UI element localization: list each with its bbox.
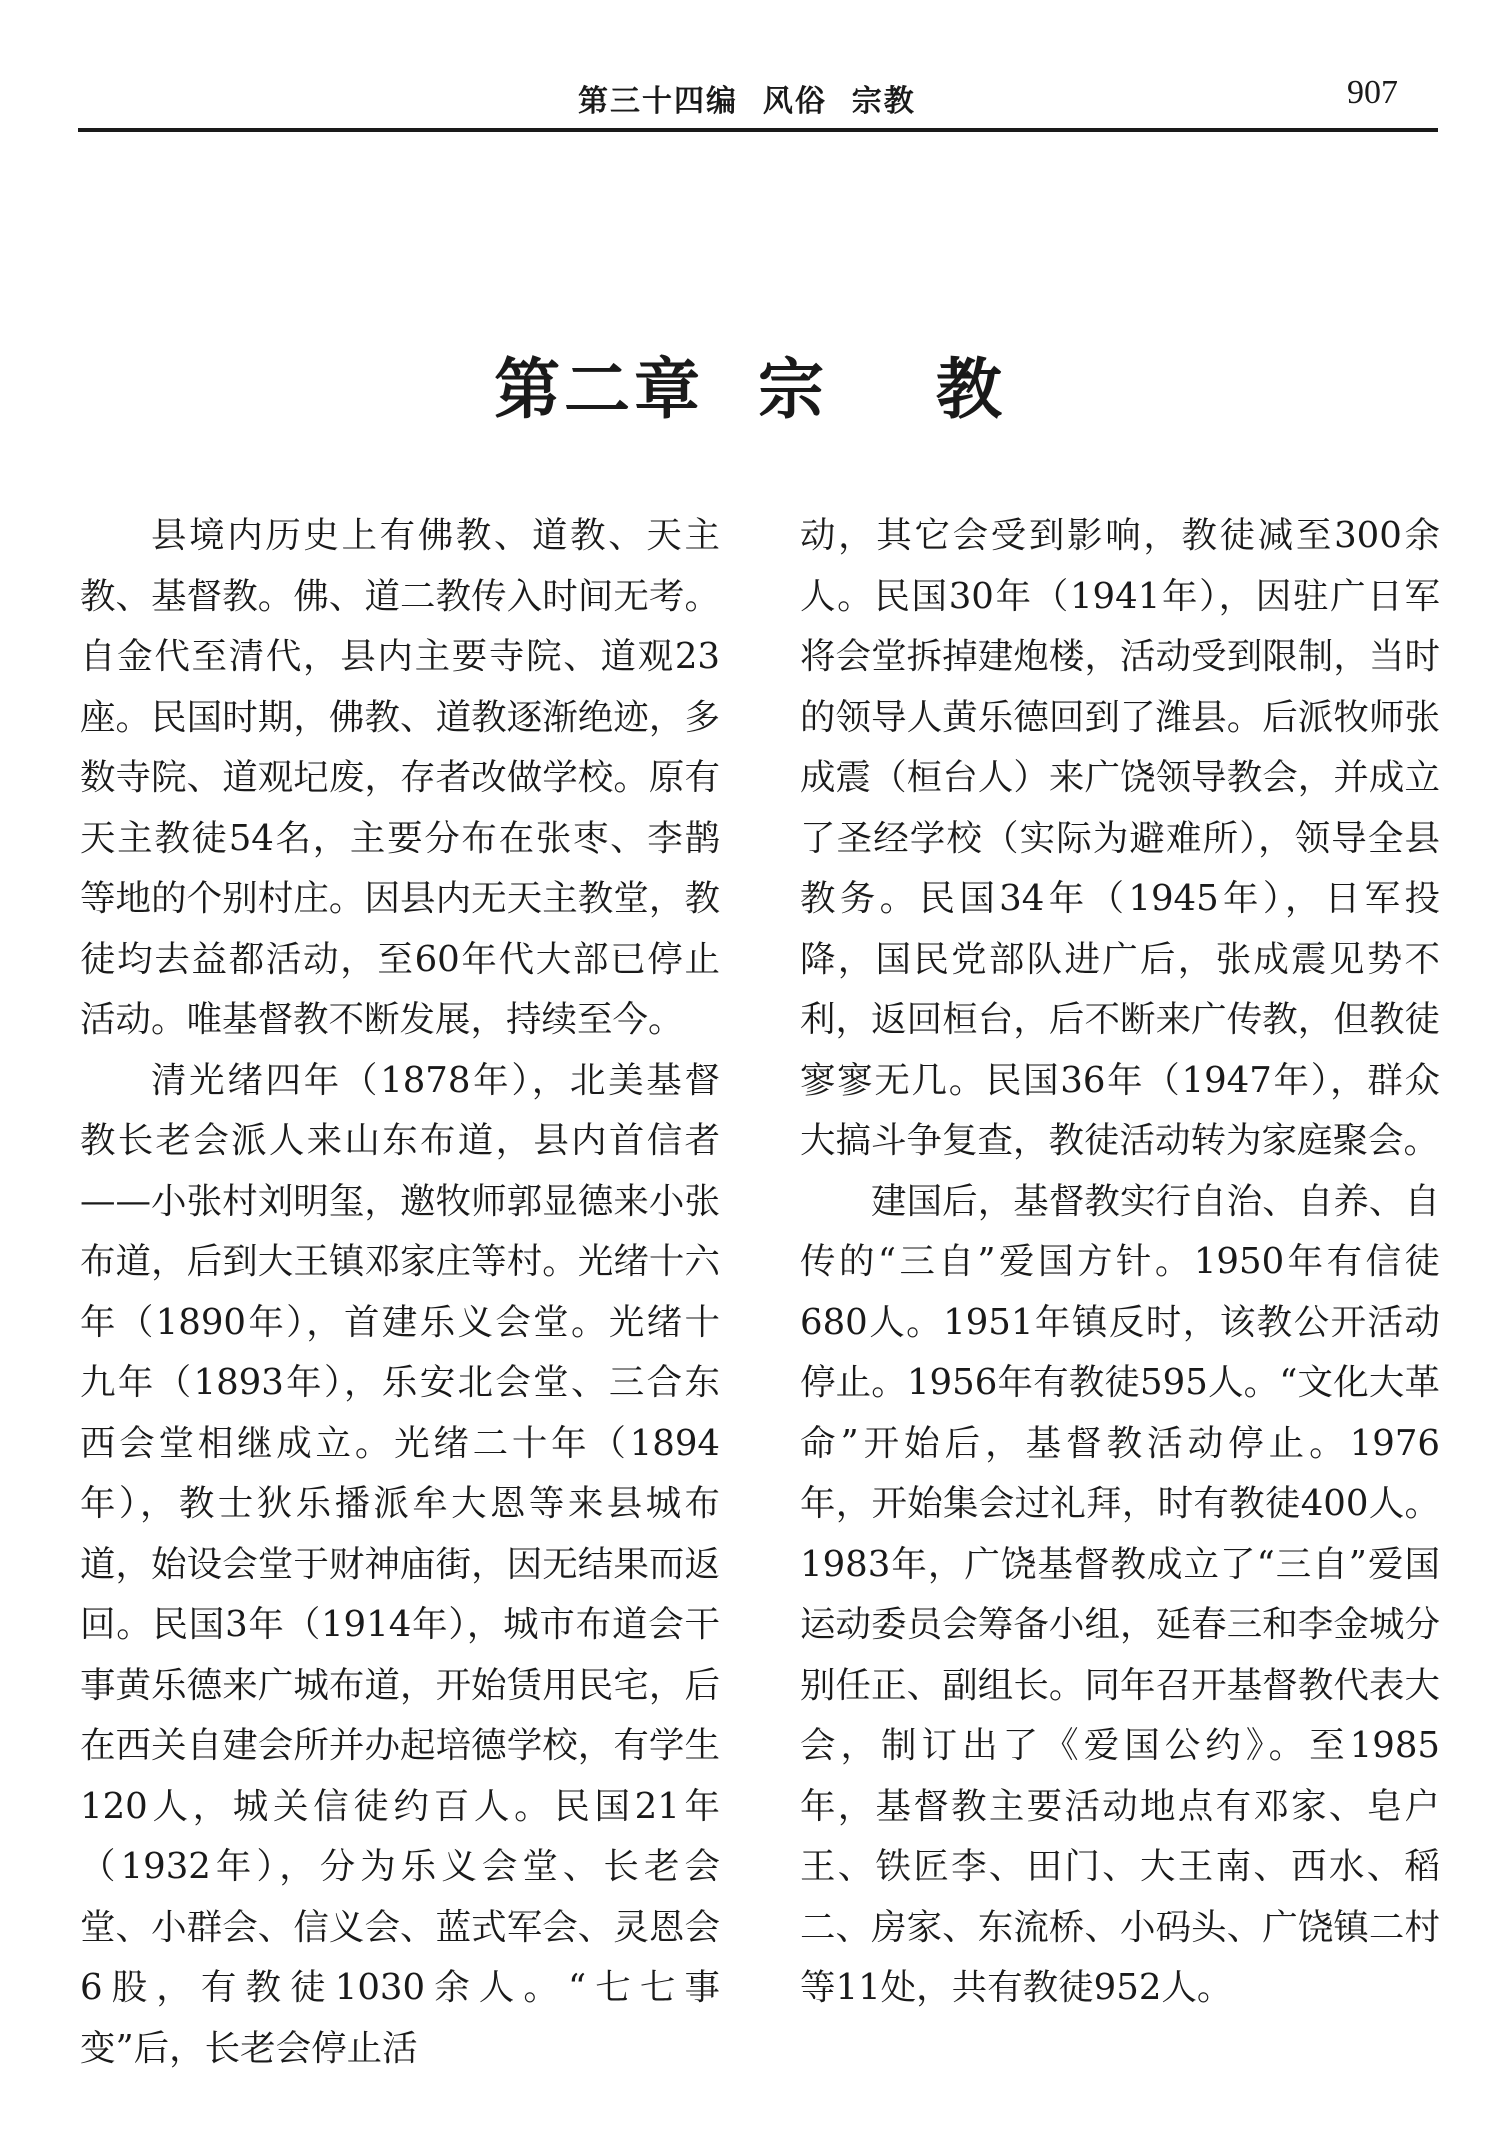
section-title: 第三十四编 风俗 宗教 [578, 84, 916, 119]
running-header [78, 66, 1438, 132]
paragraph: 县境内历史上有佛教、道教、天主教、基督教。佛、道二教传入时间无考。自金代至清代，县内主要寺院、道观23座。民国时期，佛教、道教逐渐绝迹，多数寺院、道观圮废，存者改做学校。原有天主教徒54名，主要分布在张枣、李鹊等地的个别村庄。因县内无天主教堂，教徒均去益都活动，至60年代大部已停止活动。唯基督教不断发展，持续至今。 [80, 515, 720, 1040]
page-number: 907 [1347, 74, 1398, 111]
paragraph: 清光绪四年（1878年），北美基督教长老会派人来山东布道，县内首信者——小张村刘明玺，邀牧师郭显德来小张布道，后到大王镇邓家庄等村。光绪十六年（1890年），首建乐义会堂。光绪十九年（1893年），乐安北会堂、三合东西会堂相继成立。光绪二十年（1894年），教士狄乐播派牟大恩等来县城布道，始设会堂于财神庙街，因无结果而返回。民国3年（1914年），城市布道会干事黄乐德来广城布道，开始赁用民宅，后在西关自建会所并办起培德学校，有学生120人，城关信徒约百人。民国21年（1932年），分为乐义会堂、长老会堂、小群会、信义会、蓝式军会、灵恩会6股，有教徒1030余人。“七七事变”后，长老会停止活 [80, 1059, 720, 2069]
right-column [800, 506, 1440, 2019]
paragraph-continued: 动，其它会受到影响，教徒减至300余人。民国30年（1941年），因驻广日军将会堂拆掉建炮楼，活动受到限制，当时的领导人黄乐德回到了潍县。后派牧师张成震（桓台人）来广饶领导教会，并成立了圣经学校（实际为避难所），领导全县教务。民国34年（1945年），日军投降，国民党部队进广后，张成震见势不利，返回桓台，后不断来广传教，但教徒寥寥无几。民国36年（1947年），群众大搞斗争复查，教徒活动转为家庭聚会。 [800, 515, 1440, 1161]
chapter-title: 第二章 宗 教 [494, 351, 1006, 428]
paragraph: 建国后，基督教实行自治、自养、自传的“三自”爱国方针。1950年有信徒680人。1951年镇反时，该教公开活动停止。1956年有教徒595人。“文化大革命”开始后，基督教活动停止。1976年，开始集会过礼拜，时有教徒400人。1983年，广饶基督教成立了“三自”爱国运动委员会筹备小组，延春三和李金城分别任正、副组长。同年召开基督教代表大会，制订出了《爱国公约》。至1985年，基督教主要活动地点有邓家、皂户王、铁匠李、田门、大王南、西水、稻二、房家、东流桥、小码头、广饶镇二村等11处，共有教徒952人。 [800, 1180, 1440, 2008]
left-column [80, 506, 720, 2079]
